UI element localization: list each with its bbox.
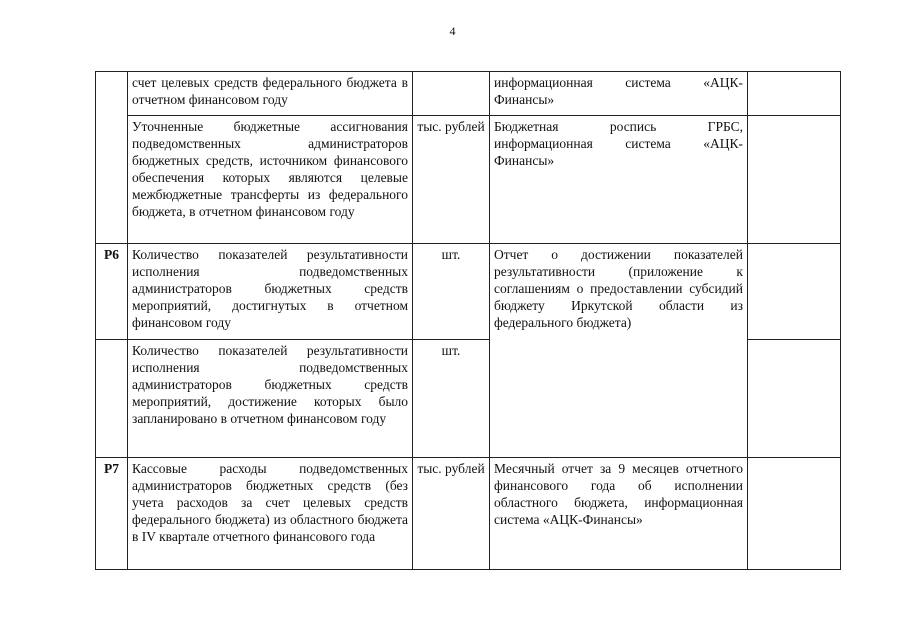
empty-cell <box>748 244 841 340</box>
unit-cell <box>413 72 490 116</box>
data-source: Месячный отчет за 9 месяцев отчетного финансового года об исполнении областного бюджета, информационная система «АЦК-Финансы» <box>490 458 748 570</box>
empty-cell <box>748 458 841 570</box>
indicator-description: Количество показателей результативности исполнения подведомственных администраторов бюджетных средств мероприятий, достижение которых было запланировано в отчетном финансовом году <box>128 340 413 458</box>
unit-cell: шт. <box>413 340 490 458</box>
indicator-table <box>95 71 841 570</box>
row-code: Р7 <box>96 458 128 570</box>
data-source: Бюджетная роспись ГРБС, информационная система «АЦК-Финансы» <box>490 116 748 244</box>
indicator-description: Количество показателей результативности исполнения подведомственных администраторов бюджетных средств мероприятий, достигнутых в отчетном финансовом году <box>128 244 413 340</box>
data-source: Отчет о достижении показателей результативности (приложение к соглашениям о предоставлении субсидий бюджету Иркутской области из федерального бюджета) <box>490 244 748 458</box>
indicator-description: Уточненные бюджетные ассигнования подведомственных администраторов бюджетных средств, источником финансового обеспечения которых являются целевые межбюджетные трансферты из федерального бюджета, в отчетном финансовом году <box>128 116 413 244</box>
data-source: информационная система «АЦК-Финансы» <box>490 72 748 116</box>
row-code-cell <box>96 340 128 458</box>
unit-cell: шт. <box>413 244 490 340</box>
table-row <box>96 72 841 116</box>
unit-cell: тыс. рублей <box>413 458 490 570</box>
row-code: Р6 <box>96 244 128 340</box>
empty-cell <box>748 72 841 116</box>
indicator-description: Кассовые расходы подведомственных администраторов бюджетных средств (без учета расходов за счет целевых средств федерального бюджета) из областного бюджета в IV квартале отчетного финансового года <box>128 458 413 570</box>
page-number: 4 <box>449 24 456 38</box>
indicator-description: счет целевых средств федерального бюджета в отчетном финансовом году <box>128 72 413 116</box>
row-code-cell <box>96 72 128 244</box>
table-row <box>96 244 841 340</box>
unit-cell: тыс. рублей <box>413 116 490 244</box>
table-row <box>96 458 841 570</box>
empty-cell <box>748 116 841 244</box>
table-row <box>96 116 841 244</box>
empty-cell <box>748 340 841 458</box>
